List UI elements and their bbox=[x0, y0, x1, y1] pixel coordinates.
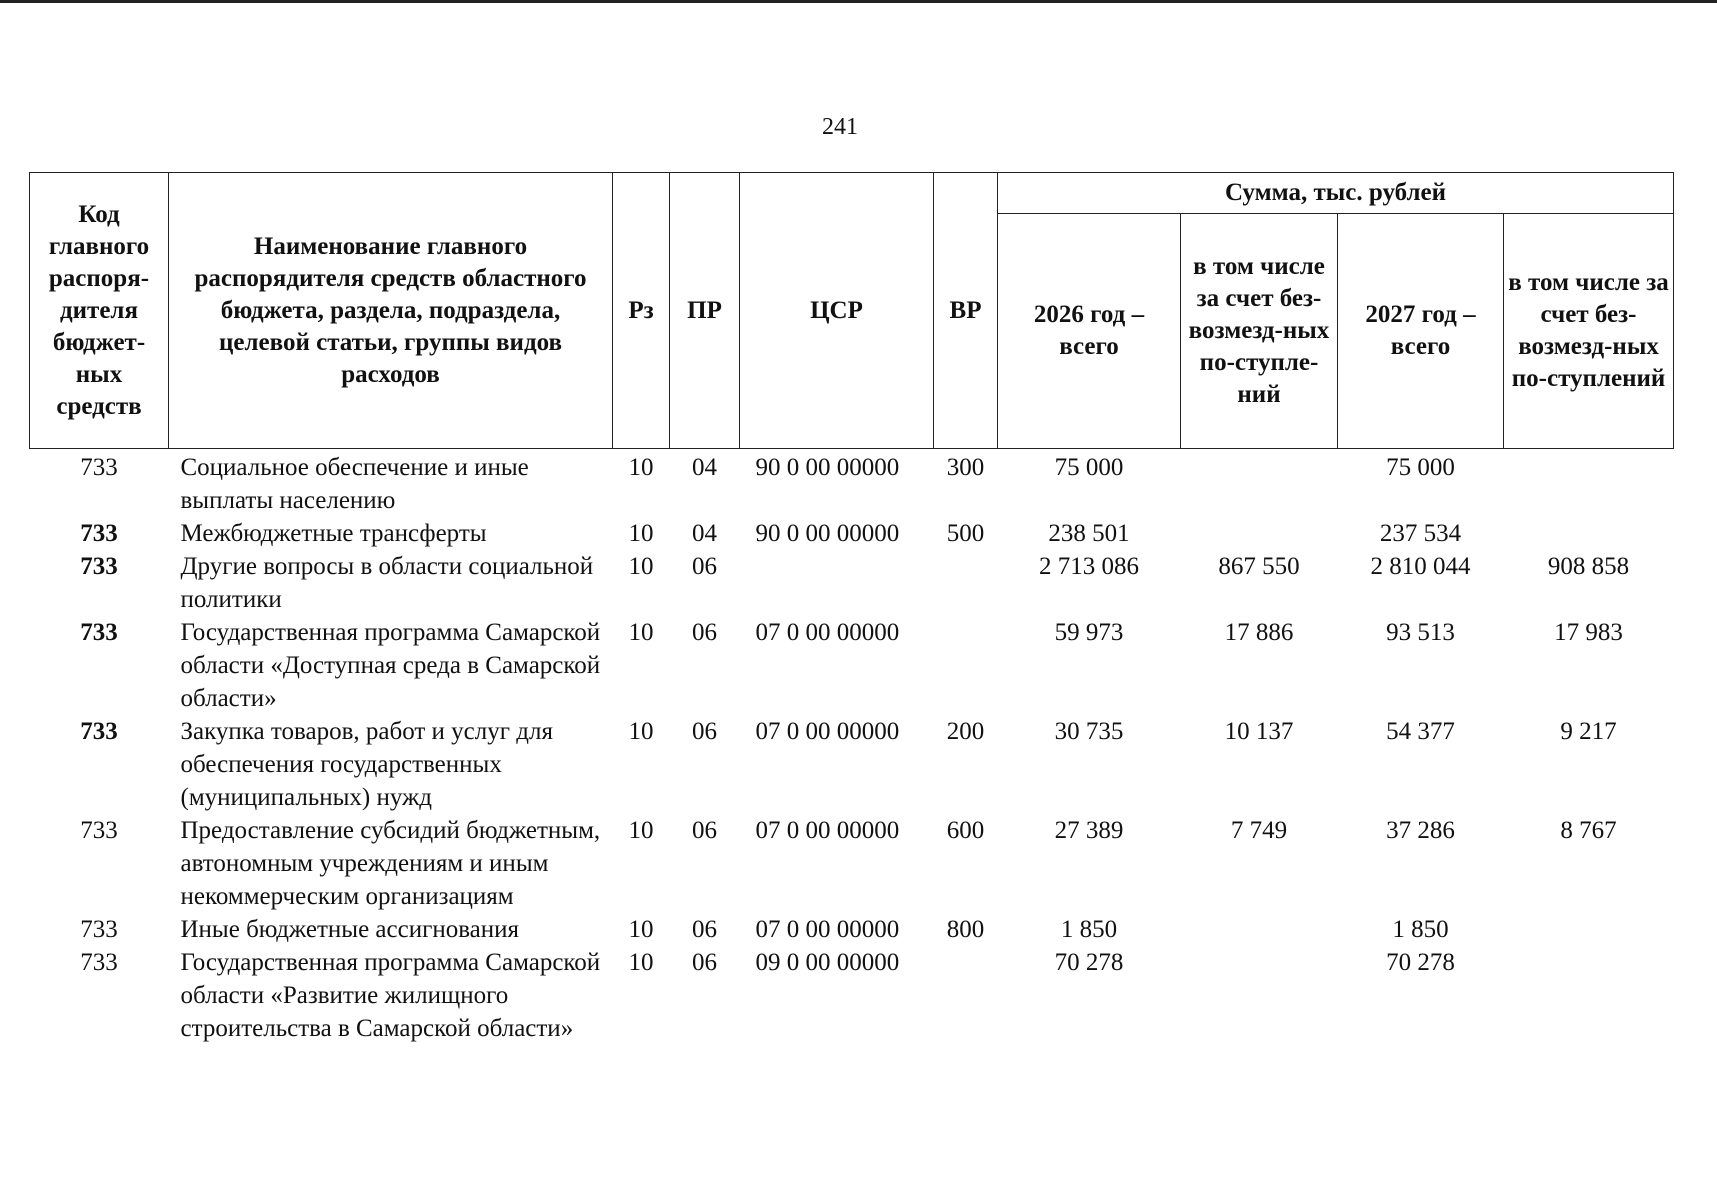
cell-name: Государственная программа Самарской области «Развитие жилищного строительства в Самарской области» bbox=[180, 949, 601, 1042]
table-row bbox=[30, 946, 1674, 1045]
cell-csr: 09 0 00 00000 bbox=[755, 949, 900, 976]
cell-2027-total: 2 810 044 bbox=[1370, 553, 1471, 580]
cell-2026-free bbox=[1181, 449, 1338, 518]
cell-name: Социальное обеспечение и иные выплаты населению bbox=[180, 454, 529, 514]
cell-2027-total: 237 534 bbox=[1379, 520, 1462, 547]
cell-rz: 10 bbox=[628, 916, 654, 943]
cell-vr bbox=[934, 946, 998, 1045]
cell-rz: 10 bbox=[628, 817, 654, 844]
table-row bbox=[30, 814, 1674, 913]
cell-vr bbox=[934, 616, 998, 715]
cell-2026-free: 7 749 bbox=[1230, 817, 1288, 844]
cell-code: 733 bbox=[80, 718, 118, 745]
cell-2027-total: 37 286 bbox=[1386, 817, 1455, 844]
cell-csr: 07 0 00 00000 bbox=[755, 916, 900, 943]
cell-code: 733 bbox=[80, 817, 118, 844]
cell-name: Иные бюджетные ассигнования bbox=[180, 916, 520, 943]
header-csr: ЦСР bbox=[740, 173, 934, 449]
header-name-label: Наименование главного распорядителя средств областного бюджета, раздела, подраздела, целевой статьи, группы видов расходов bbox=[194, 232, 587, 388]
cell-2026-free bbox=[1181, 913, 1338, 946]
cell-pr: 06 bbox=[692, 553, 717, 580]
cell-2027-free bbox=[1504, 449, 1674, 518]
cell-2026-total: 30 735 bbox=[1054, 718, 1124, 745]
cell-pr: 06 bbox=[692, 619, 717, 646]
cell-pr: 06 bbox=[692, 916, 717, 943]
cell-2027-total: 1 850 bbox=[1392, 916, 1449, 943]
cell-csr: 07 0 00 00000 bbox=[755, 718, 900, 745]
cell-2026-total: 1 850 bbox=[1060, 916, 1118, 943]
header-2026-free: в том числе за счет без-возмезд-ных по-ступле-ний bbox=[1181, 214, 1338, 449]
cell-csr: 07 0 00 00000 bbox=[755, 817, 900, 844]
header-sum-group: Сумма, тыс. рублей bbox=[998, 173, 1674, 214]
cell-pr: 06 bbox=[692, 949, 717, 976]
cell-rz: 10 bbox=[628, 949, 654, 976]
table-body bbox=[30, 449, 1674, 1046]
cell-vr bbox=[934, 550, 998, 616]
cell-2027-total: 54 377 bbox=[1386, 718, 1455, 745]
cell-2026-free: 10 137 bbox=[1224, 718, 1294, 745]
cell-rz: 10 bbox=[628, 553, 654, 580]
cell-2027-free: 17 983 bbox=[1554, 619, 1623, 646]
cell-2027-free bbox=[1504, 913, 1674, 946]
cell-2027-free: 8 767 bbox=[1560, 817, 1617, 844]
cell-csr bbox=[740, 550, 934, 616]
cell-rz: 10 bbox=[628, 718, 654, 745]
cell-2026-free: 17 886 bbox=[1224, 619, 1294, 646]
cell-2026-total: 59 973 bbox=[1054, 619, 1124, 646]
header-2027-total: 2027 год – всего bbox=[1338, 214, 1504, 449]
cell-vr: 600 bbox=[946, 817, 985, 844]
table-row bbox=[30, 715, 1674, 814]
cell-2026-free bbox=[1181, 946, 1338, 1045]
cell-2027-free: 908 858 bbox=[1547, 553, 1630, 580]
cell-2026-total: 2 713 086 bbox=[1039, 553, 1139, 580]
cell-vr: 800 bbox=[946, 916, 985, 943]
top-rule bbox=[0, 0, 1717, 3]
cell-rz: 10 bbox=[628, 619, 654, 646]
cell-name: Закупка товаров, работ и услуг для обеспечения государственных (муниципальных) нужд bbox=[180, 718, 553, 811]
cell-vr: 500 bbox=[946, 520, 985, 547]
cell-name: Другие вопросы в области социальной политики bbox=[180, 553, 594, 613]
table-row bbox=[30, 913, 1674, 946]
cell-code: 733 bbox=[80, 916, 118, 943]
cell-2026-free: 867 550 bbox=[1218, 553, 1300, 580]
header-code-label: Код главного распоря-дителя бюджет-ных средств bbox=[48, 200, 150, 420]
header-2027-free: в том числе за счет без-возмезд-ных по-ступлений bbox=[1504, 214, 1674, 449]
cell-name: Межбюджетные трансферты bbox=[180, 520, 487, 547]
cell-2027-free bbox=[1504, 946, 1674, 1045]
cell-pr: 06 bbox=[692, 718, 717, 745]
table-row bbox=[30, 449, 1674, 518]
cell-2027-total: 75 000 bbox=[1386, 454, 1455, 481]
cell-csr: 07 0 00 00000 bbox=[755, 619, 900, 646]
cell-2027-free bbox=[1504, 517, 1674, 550]
cell-pr: 04 bbox=[692, 520, 717, 547]
cell-code: 733 bbox=[80, 520, 118, 547]
cell-pr: 04 bbox=[692, 454, 717, 481]
cell-vr: 300 bbox=[946, 454, 985, 481]
cell-2026-total: 238 501 bbox=[1048, 520, 1130, 547]
header-2026-total: 2026 год – всего bbox=[998, 214, 1181, 449]
header-code bbox=[30, 173, 169, 449]
table-row bbox=[30, 517, 1674, 550]
header-rz: Рз bbox=[613, 173, 670, 449]
header-vr: ВР bbox=[934, 173, 998, 449]
table-header bbox=[30, 173, 1674, 449]
cell-rz: 10 bbox=[628, 454, 654, 481]
page-number: 241 bbox=[822, 114, 858, 140]
cell-2027-total: 70 278 bbox=[1386, 949, 1455, 976]
cell-2026-total: 27 389 bbox=[1054, 817, 1124, 844]
table-row bbox=[30, 616, 1674, 715]
cell-2026-total: 75 000 bbox=[1054, 454, 1124, 481]
cell-name: Предоставление субсидий бюджетным, автономным учреждениям и иным некоммерческим организациям bbox=[180, 817, 601, 910]
cell-csr: 90 0 00 00000 bbox=[755, 454, 900, 481]
cell-vr: 200 bbox=[946, 718, 985, 745]
cell-pr: 06 bbox=[692, 817, 717, 844]
cell-rz: 10 bbox=[628, 520, 654, 547]
cell-code: 733 bbox=[80, 553, 118, 580]
cell-csr: 90 0 00 00000 bbox=[755, 520, 900, 547]
cell-2027-total: 93 513 bbox=[1386, 619, 1455, 646]
budget-table bbox=[29, 172, 1674, 1045]
cell-code: 733 bbox=[80, 949, 118, 976]
cell-2027-free: 9 217 bbox=[1560, 718, 1617, 745]
table-row bbox=[30, 550, 1674, 616]
cell-code: 733 bbox=[80, 619, 118, 646]
cell-2026-total: 70 278 bbox=[1054, 949, 1124, 976]
header-pr: ПР bbox=[670, 173, 740, 449]
cell-2026-free bbox=[1181, 517, 1338, 550]
header-name bbox=[169, 173, 613, 449]
cell-name: Государственная программа Самарской области «Доступная среда в Самарской области» bbox=[180, 619, 601, 712]
cell-code: 733 bbox=[80, 454, 118, 481]
